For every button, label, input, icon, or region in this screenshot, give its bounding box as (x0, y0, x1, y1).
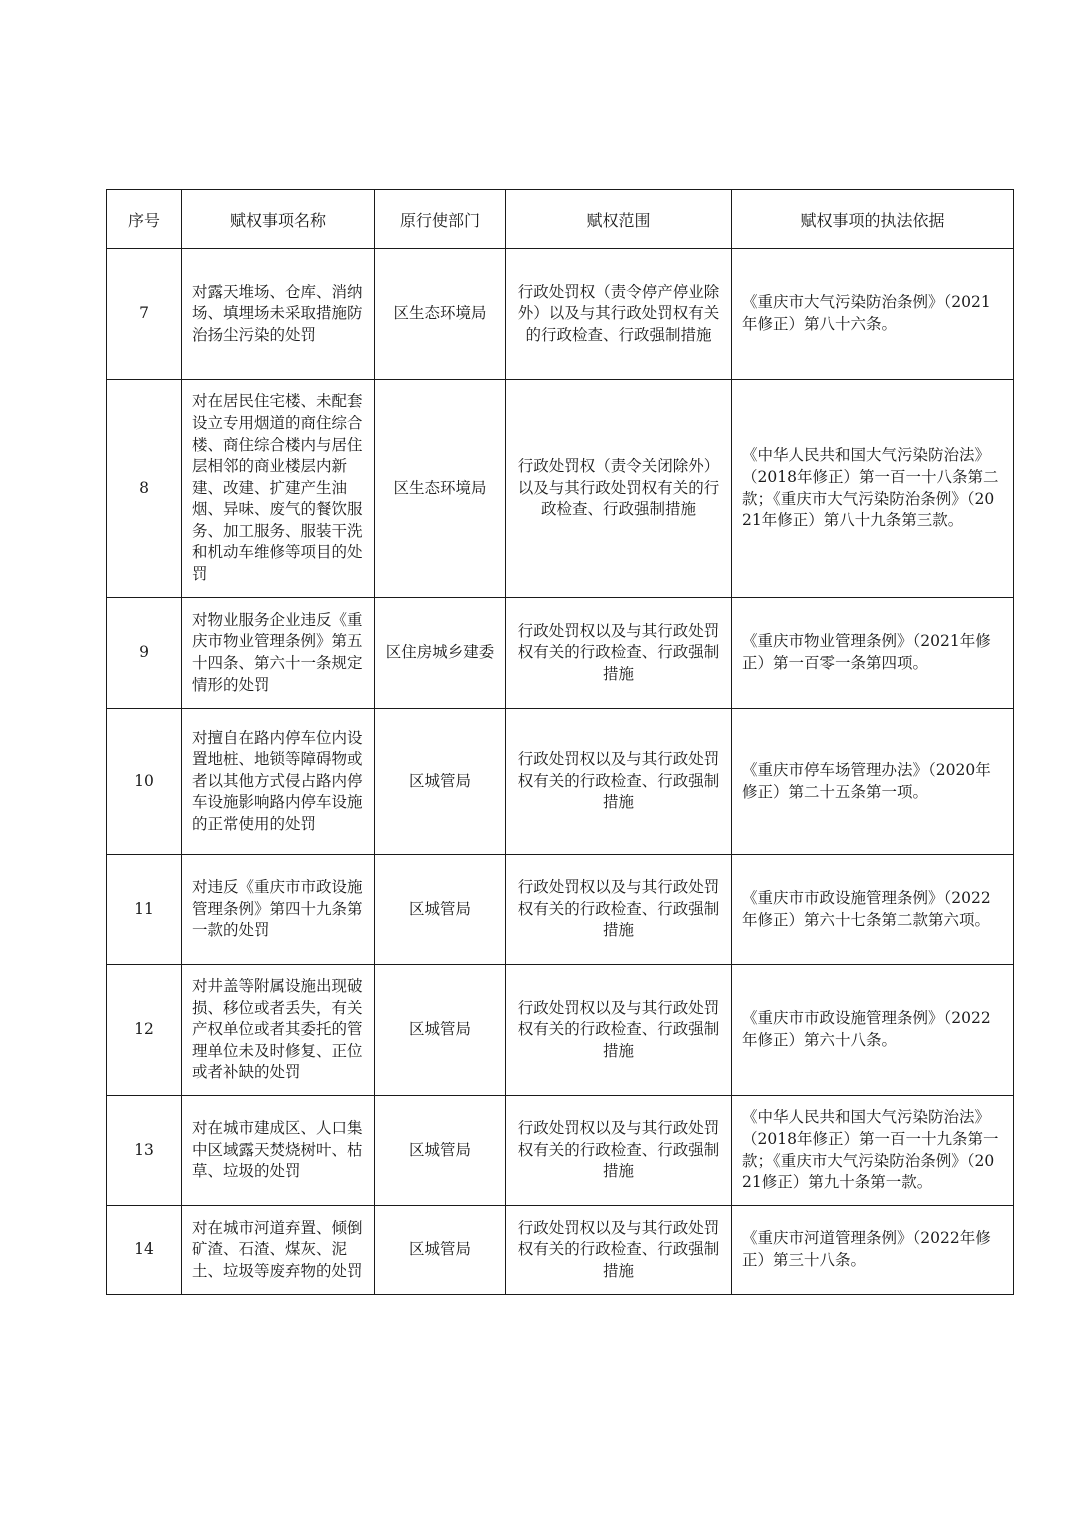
cell-scope: 行政处罚权以及与其行政处罚权有关的行政检查、行政强制措施 (506, 598, 732, 709)
cell-department: 区城管局 (375, 1096, 506, 1206)
table-row (107, 249, 1014, 380)
cell-serial-number: 10 (107, 709, 182, 855)
table-row (107, 965, 1014, 1096)
cell-scope: 行政处罚权以及与其行政处罚权有关的行政检查、行政强制措施 (506, 965, 732, 1096)
header-original-department: 原行使部门 (375, 190, 506, 249)
cell-scope: 行政处罚权以及与其行政处罚权有关的行政检查、行政强制措施 (506, 709, 732, 855)
cell-department: 区生态环境局 (375, 380, 506, 598)
cell-item-name: 对在居民住宅楼、未配套设立专用烟道的商住综合楼、商住综合楼内与居住层相邻的商业楼层内新建、改建、扩建产生油烟、异味、废气的餐饮服务、加工服务、服装干洗和机动车维修等项目的处罚 (182, 380, 375, 598)
cell-item-name: 对露天堆场、仓库、消纳场、填埋场未采取措施防治扬尘污染的处罚 (182, 249, 375, 380)
cell-legal-basis: 《中华人民共和国大气污染防治法》（2018年修正）第一百一十八条第二款；《重庆市大气污染防治条例》（2021年修正）第八十九条第三款。 (732, 380, 1014, 598)
cell-item-name: 对在城市建成区、人口集中区域露天焚烧树叶、枯草、垃圾的处罚 (182, 1096, 375, 1206)
cell-serial-number: 12 (107, 965, 182, 1096)
table-row (107, 1206, 1014, 1295)
cell-serial-number: 9 (107, 598, 182, 709)
cell-department: 区城管局 (375, 965, 506, 1096)
cell-legal-basis: 《重庆市市政设施管理条例》（2022年修正）第六十八条。 (732, 965, 1014, 1096)
cell-serial-number: 11 (107, 855, 182, 965)
cell-scope: 行政处罚权以及与其行政处罚权有关的行政检查、行政强制措施 (506, 1206, 732, 1295)
table-row (107, 709, 1014, 855)
cell-item-name: 对违反《重庆市市政设施管理条例》第四十九条第一款的处罚 (182, 855, 375, 965)
header-authorization-scope: 赋权范围 (506, 190, 732, 249)
cell-scope: 行政处罚权（责令关闭除外）以及与其行政处罚权有关的行政检查、行政强制措施 (506, 380, 732, 598)
cell-item-name: 对物业服务企业违反《重庆市物业管理条例》第五十四条、第六十一条规定情形的处罚 (182, 598, 375, 709)
cell-department: 区城管局 (375, 1206, 506, 1295)
table-row (107, 380, 1014, 598)
cell-item-name: 对擅自在路内停车位内设置地桩、地锁等障碍物或者以其他方式侵占路内停车设施影响路内停车设施的正常使用的处罚 (182, 709, 375, 855)
table-row (107, 855, 1014, 965)
authorization-table (106, 189, 1014, 1295)
cell-serial-number: 7 (107, 249, 182, 380)
cell-item-name: 对井盖等附属设施出现破损、移位或者丢失，有关产权单位或者其委托的管理单位未及时修复、正位或者补缺的处罚 (182, 965, 375, 1096)
cell-serial-number: 14 (107, 1206, 182, 1295)
table-row (107, 1096, 1014, 1206)
cell-legal-basis: 《中华人民共和国大气污染防治法》（2018年修正）第一百一十九条第一款；《重庆市大气污染防治条例》（2021修正）第九十条第一款。 (732, 1096, 1014, 1206)
cell-serial-number: 13 (107, 1096, 182, 1206)
header-item-name: 赋权事项名称 (182, 190, 375, 249)
cell-department: 区住房城乡建委 (375, 598, 506, 709)
header-serial-number: 序号 (107, 190, 182, 249)
cell-department: 区城管局 (375, 855, 506, 965)
table-row (107, 598, 1014, 709)
cell-department: 区生态环境局 (375, 249, 506, 380)
cell-legal-basis: 《重庆市物业管理条例》（2021年修正）第一百零一条第四项。 (732, 598, 1014, 709)
cell-department: 区城管局 (375, 709, 506, 855)
cell-scope: 行政处罚权以及与其行政处罚权有关的行政检查、行政强制措施 (506, 855, 732, 965)
cell-legal-basis: 《重庆市停车场管理办法》（2020年修正）第二十五条第一项。 (732, 709, 1014, 855)
cell-scope: 行政处罚权以及与其行政处罚权有关的行政检查、行政强制措施 (506, 1096, 732, 1206)
cell-legal-basis: 《重庆市大气污染防治条例》（2021年修正）第八十六条。 (732, 249, 1014, 380)
cell-legal-basis: 《重庆市河道管理条例》（2022年修正）第三十八条。 (732, 1206, 1014, 1295)
cell-legal-basis: 《重庆市市政设施管理条例》（2022年修正）第六十七条第二款第六项。 (732, 855, 1014, 965)
cell-serial-number: 8 (107, 380, 182, 598)
header-legal-basis: 赋权事项的执法依据 (732, 190, 1014, 249)
cell-scope: 行政处罚权（责令停产停业除外）以及与其行政处罚权有关的行政检查、行政强制措施 (506, 249, 732, 380)
table-header-row (107, 190, 1014, 249)
cell-item-name: 对在城市河道弃置、倾倒矿渣、石渣、煤灰、泥土、垃圾等废弃物的处罚 (182, 1206, 375, 1295)
